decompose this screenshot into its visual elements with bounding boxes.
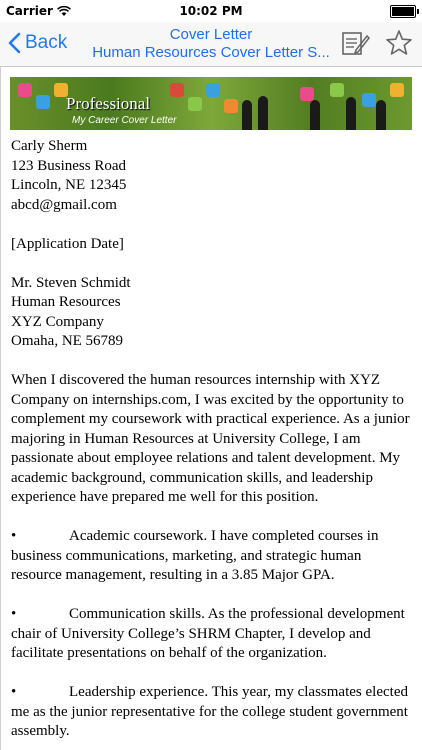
bullet-symbol: • [11, 606, 17, 622]
star-icon [384, 28, 414, 58]
banner-image [10, 77, 412, 130]
back-label: Back [25, 32, 68, 53]
person-silhouette-icon [346, 97, 356, 130]
bullet-text: Communication skills. As the professional development chair of University College’s SHRM Chapter, I develop and facilitate presentations on behalf of the organization. [11, 606, 405, 661]
puzzle-piece-icon [224, 99, 238, 113]
bullet-paragraph [11, 683, 411, 742]
recipient-city: Omaha, NE 56789 [11, 333, 124, 349]
carrier-label: Carrier [6, 4, 53, 18]
status-time: 10:02 PM [179, 4, 243, 18]
person-silhouette-icon [376, 100, 386, 130]
banner-subtitle: My Career Cover Letter [72, 115, 177, 126]
recipient-name: Mr. Steven Schmidt [11, 274, 131, 291]
bullet-text: Academic coursework. I have completed courses in business communications, marketing, and strategic human resource management, resulting in a 3.85 Major GPA. [11, 528, 379, 583]
nav-title-block [86, 26, 336, 62]
page-title: Cover Letter [169, 26, 253, 43]
recipient-department: Human Resources [11, 294, 121, 310]
puzzle-piece-icon [330, 83, 344, 97]
recipient-company: XYZ Company [11, 313, 104, 330]
puzzle-piece-icon [18, 83, 32, 97]
puzzle-piece-icon [170, 83, 184, 97]
edit-note-icon [340, 28, 370, 58]
back-button[interactable] [8, 30, 67, 56]
person-silhouette-icon [310, 100, 320, 130]
sender-email: abcd@gmail.com [11, 196, 117, 213]
puzzle-piece-icon [188, 97, 202, 111]
status-bar [0, 0, 422, 22]
cover-letter-text [11, 137, 411, 742]
edit-button[interactable] [340, 28, 370, 58]
sender-address: 123 Business Road [11, 157, 127, 174]
puzzle-piece-icon [362, 93, 376, 107]
person-silhouette-icon [258, 96, 268, 130]
application-date: [Application Date] [11, 235, 124, 252]
bullet-paragraph [11, 527, 411, 586]
banner-title: Professional [66, 94, 151, 113]
intro-paragraph: When I discovered the human resources internship with XYZ Company on internships.com, I was excited by the opportunity to complement my coursework with practical experience. As a junior majoring in Human Resources at University College, I am passionate about employee relations and talent development. My academic background, communication skills, and leadership experience have prepared me well for this position. [11, 372, 410, 505]
letter-content[interactable] [0, 67, 422, 750]
bullet-text: Leadership experience. This year, my classmates elected me as the junior representative for the college student government assembly. [11, 684, 408, 739]
bullet-paragraph [11, 605, 411, 664]
chevron-left-icon [8, 32, 21, 54]
bullet-symbol: • [11, 684, 17, 700]
bullet-symbol: • [11, 528, 17, 544]
puzzle-piece-icon [36, 95, 50, 109]
page-subtitle: Human Resources Cover Letter S... [92, 44, 330, 61]
sender-name: Carly Sherm [11, 138, 88, 154]
navigation-bar [0, 22, 422, 67]
sender-city: Lincoln, NE 12345 [11, 177, 127, 193]
puzzle-piece-icon [206, 83, 220, 97]
puzzle-piece-icon [300, 87, 314, 101]
favorite-button[interactable] [384, 28, 414, 58]
puzzle-piece-icon [390, 83, 404, 97]
battery-icon [390, 5, 416, 18]
person-silhouette-icon [242, 100, 252, 130]
